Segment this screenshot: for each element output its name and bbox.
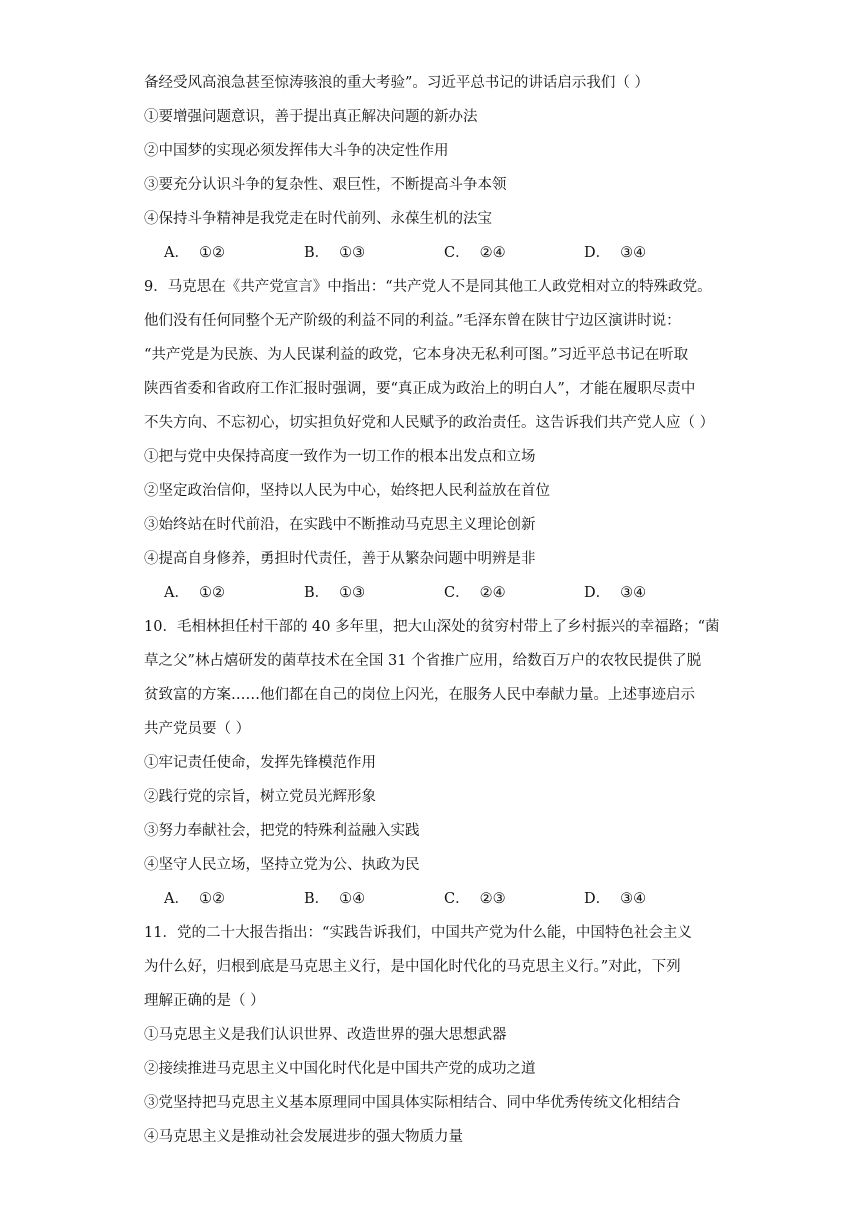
question-stem-line: 理解正确的是（ ） xyxy=(144,993,265,1009)
question-stem-line: 10．毛相林担任村干部的 40 多年里，把大山深处的贫穷村带上了乡村振兴的幸福路；“菌 xyxy=(144,619,720,635)
choice-d[interactable]: D． ③④ xyxy=(584,245,647,261)
question-8 xyxy=(144,66,724,270)
option-3: ③始终站在时代前沿，在实践中不断推动马克思主义理论创新 xyxy=(144,517,536,533)
question-stem-line: 为什么好，归根到底是马克思主义行，是中国化时代化的马克思主义行。”对此，下列 xyxy=(144,959,681,975)
answer-choices xyxy=(144,882,724,916)
question-stem-line: 共产党员要（ ） xyxy=(144,721,251,737)
option-4: ④保持斗争精神是我党走在时代前列、永葆生机的法宝 xyxy=(144,211,492,227)
choice-a[interactable]: A． ①② xyxy=(164,891,225,907)
question-stem-line: 草之父”林占熺研发的菌草技术在全国 31 个省推广应用，给数百万户的农牧民提供了脱 xyxy=(144,653,702,669)
question-stem-line: 9．马克思在《共产党宣言》中指出：“共产党人不是同其他工人政党相对立的特殊政党。 xyxy=(144,279,712,295)
choice-b[interactable]: B． ①④ xyxy=(304,891,366,907)
option-1: ①把与党中央保持高度一致作为一切工作的根本出发点和立场 xyxy=(144,449,536,465)
question-stem-line: 贫致富的方案……他们都在自己的岗位上闪光，在服务人民中奉献力量。上述事迹启示 xyxy=(144,687,695,703)
option-2: ②坚定政治信仰，坚持以人民为中心，始终把人民利益放在首位 xyxy=(144,483,550,499)
option-3: ③努力奉献社会，把党的特殊利益融入实践 xyxy=(144,823,420,839)
option-3: ③党坚持把马克思主义基本原理同中国具体实际相结合、同中华优秀传统文化相结合 xyxy=(144,1095,681,1111)
question-11 xyxy=(144,916,724,1154)
option-2: ②践行党的宗旨，树立党员光辉形象 xyxy=(144,789,376,805)
question-9 xyxy=(144,270,724,610)
choice-b[interactable]: B． ①③ xyxy=(304,245,366,261)
option-2: ②中国梦的实现必须发挥伟大斗争的决定性作用 xyxy=(144,143,449,159)
option-3: ③要充分认识斗争的复杂性、艰巨性，不断提高斗争本领 xyxy=(144,177,507,193)
question-stem-line: “共产党是为民族、为人民谋利益的政党，它本身决无私利可图。”习近平总书记在听取 xyxy=(144,347,689,363)
choice-c[interactable]: C． ②④ xyxy=(444,245,506,261)
option-1: ①牢记责任使命，发挥先锋模范作用 xyxy=(144,755,376,771)
choice-b[interactable]: B． ①③ xyxy=(304,585,366,601)
option-4: ④坚守人民立场，坚持立党为公、执政为民 xyxy=(144,857,420,873)
option-4: ④提高自身修养，勇担时代责任，善于从繁杂问题中明辨是非 xyxy=(144,551,536,567)
option-1: ①要增强问题意识，善于提出真正解决问题的新办法 xyxy=(144,109,478,125)
question-stem-line: 陕西省委和省政府工作汇报时强调，要“真正成为政治上的明白人”，才能在履职尽责中 xyxy=(144,381,696,397)
choice-c[interactable]: C． ②④ xyxy=(444,585,506,601)
question-10 xyxy=(144,610,724,916)
option-2: ②接续推进马克思主义中国化时代化是中国共产党的成功之道 xyxy=(144,1061,536,1077)
question-stem-line: 11．党的二十大报告指出：“实践告诉我们，中国共产党为什么能，中国特色社会主义 xyxy=(144,925,692,941)
choice-a[interactable]: A． ①② xyxy=(164,245,225,261)
question-stem: 备经受风高浪急甚至惊涛骇浪的重大考验”。习近平总书记的讲话启示我们（ ） xyxy=(144,75,650,91)
question-stem-line: 他们没有任何同整个无产阶级的利益不同的利益。”毛泽东曾在陕甘宁边区演讲时说： xyxy=(144,313,681,329)
answer-choices xyxy=(144,576,724,610)
choice-c[interactable]: C． ②③ xyxy=(444,891,506,907)
question-stem-line: 不失方向、不忘初心，切实担负好党和人民赋予的政治责任。这告诉我们共产党人应（ ） xyxy=(144,415,715,431)
option-1: ①马克思主义是我们认识世界、改造世界的强大思想武器 xyxy=(144,1027,507,1043)
choice-d[interactable]: D． ③④ xyxy=(584,891,647,907)
exam-page xyxy=(144,66,724,1154)
choice-d[interactable]: D． ③④ xyxy=(584,585,647,601)
answer-choices xyxy=(144,236,724,270)
choice-a[interactable]: A． ①② xyxy=(164,585,225,601)
option-4: ④马克思主义是推动社会发展进步的强大物质力量 xyxy=(144,1129,463,1145)
